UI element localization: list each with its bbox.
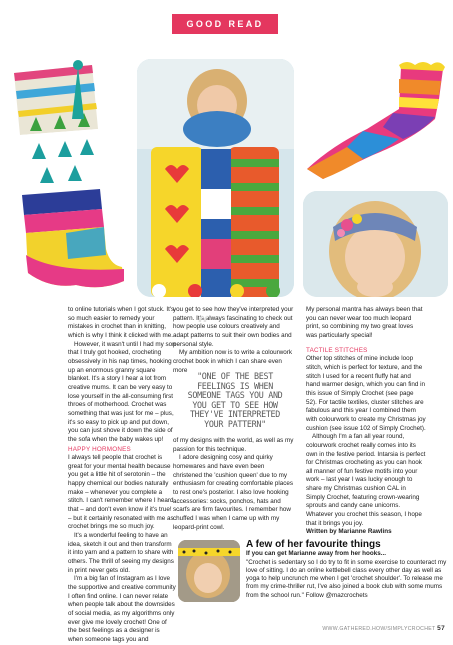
stocking-photo	[6, 59, 128, 297]
text-column-3	[306, 306, 426, 537]
section-heading: HAPPY HORMONES	[68, 445, 131, 453]
favourite-things-box	[246, 541, 448, 600]
paragraph: I always tell people that crochet is great for your mental health because you get a little hit of serotonin – the happy chemical our bodies naturally make – whenever you complete a stitch. I can't remember where I heard that – and don't even know if it's true! – but it certainly resonated with me as crochet brings me so much joy.	[68, 454, 174, 531]
paragraph: My ambition now is to write a colourwork crochet book in which I can share even more	[173, 349, 293, 374]
paragraph: to online tutorials when I got stuck. It's so much easier to remedy your mistakes in crochet than in knitting, which is why I think it clicked with me.	[68, 306, 175, 339]
text-column-2-continued	[173, 437, 295, 532]
author-image	[178, 540, 240, 602]
headband-woman-photo	[303, 191, 448, 297]
section-banner: GOOD READ	[172, 14, 278, 34]
christmas-stocking-image	[6, 59, 128, 297]
pull-quote: "ONE OF THE BEST FEELINGS IS WHEN SOMEONE TAGS YOU AND YOU GET TO SEE HOW THEY'VE INTERPRETED YOUR PATTERN"	[187, 371, 283, 429]
box-subtitle: If you can get Marianne away from her hooks...	[246, 550, 386, 558]
woman-scarves-image	[137, 59, 294, 297]
paragraph: Although I'm a fan all year round, colourwork crochet really comes into its own in the festive period. Intarsia is perfect for Christmas crocheting as you can hook all manner of fun festive motifs into your work – last year I was lucky enough to share my Christmas cushion CAL in Simply Crochet, featuring crown-wearing sprouts and candy cane unicorns. Whatever you crochet this season, I hope that it brings you joy.	[306, 433, 426, 527]
author-photo	[178, 540, 240, 602]
byline: Written by Marianne Rawlins	[306, 528, 392, 536]
sock-image	[303, 59, 448, 184]
section-heading: TACTILE STITCHES	[306, 346, 368, 354]
box-title: A few of her favourite things	[246, 539, 381, 550]
decorative-quote-mark: “	[196, 312, 210, 342]
paragraph: Other top stitches of mine include loop stitch, which is perfect for texture, and the stitch I used for a recent fluffy hat and hand warmer design, which you can find in this issue of Simply Crochet (see page 52). For tactile textiles, cluster stitches are fabulous and this year I combined them with colourwork to create my Christmas joy cushion (see issue 102 of Simply Crochet).	[306, 355, 426, 432]
paragraph: of my designs with the world, as well as my passion for this technique.	[173, 437, 294, 453]
striped-sock-photo	[303, 59, 448, 184]
page-number: 57	[437, 625, 445, 632]
paragraph: It's a wonderful feeling to have an idea, sketch it out and then transform it into yarn and a pattern to share with others. The thrill of seeing my designs in print never gets old.	[68, 532, 174, 574]
paragraph: I'm a big fan of Instagram as I love the supportive and creative community I often find online. I can never relate when people talk about the downsides of social media, as my algorithms only ever give me lovely crochet! One of the best feelings as a designer is when someone tags you and	[68, 575, 176, 643]
footer-url: WWW.GATHERED.HOW/SIMPLYCROCHET	[322, 626, 436, 632]
text-column-2	[173, 306, 295, 375]
paragraph: However, it wasn't until I had my son that I truly got hooked, crocheting obsessively in his nap times, hooking up an enormous granny square blanket. It's a story I hear a lot from creative mums. It can be very easy to lose yourself in the all-consuming first throes of motherhood. Crochet was something that was just for me – plus, it's so easy to pick up and put down, you can just shove it down the side of the sofa when the baby wakes up!	[68, 340, 176, 443]
paragraph: you get to see how they've interpreted your pattern. It's always fascinating to check out how people use colours creatively and adapt patterns to suit their own bodies and personal style.	[173, 306, 294, 348]
woman-with-scarves-photo	[137, 59, 294, 297]
paragraph: I adore designing cosy and quirky homewares and have even been christened the 'cushion queen' due to my enthusiasm for creating comfortable places to rest one's posterior. I also love hooking accessories: socks, ponchos, hats and scarfs are firm favourites. I remember how chuffed I was when I came up with my leopard-print cowl.	[173, 454, 294, 531]
page-footer	[322, 625, 445, 632]
text-column-1	[68, 306, 176, 645]
headband-image	[303, 191, 448, 297]
box-body: "Crochet is sedentary so I do try to fit in some exercise to counteract my love of sitting. I do an online kettlebell class every other day as well as yoga to help uncrunch me when I get 'crochet shoulder'. To release me from my crime-thriller rut, I've also joined a book club with some mums from the school run." Follow @mazcrochets	[246, 558, 447, 599]
paragraph: My personal mantra has always been that you can never wear too much leopard print, so combining my two great loves was particularly special!	[306, 306, 423, 339]
